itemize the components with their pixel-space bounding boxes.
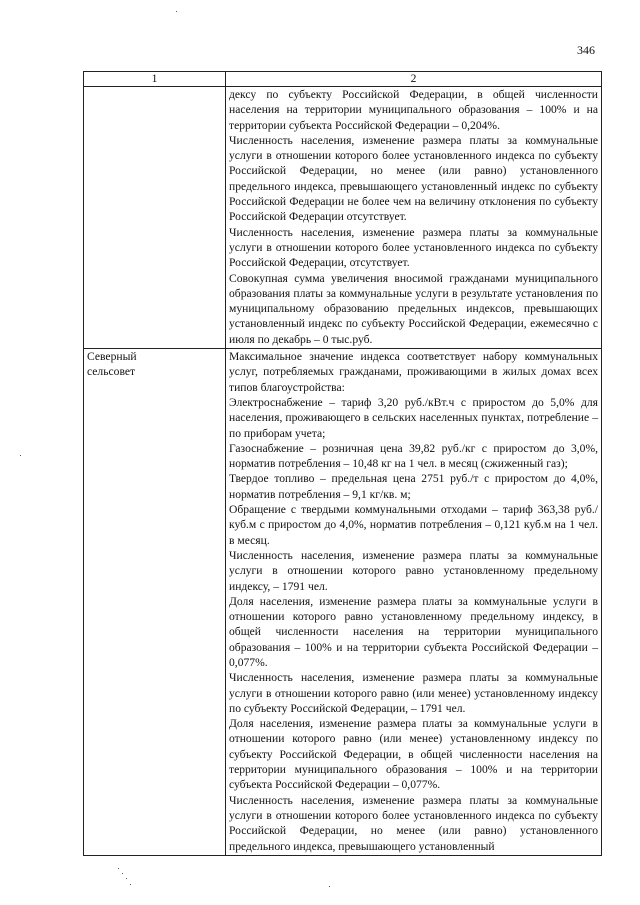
content-paragraph: Газоснабжение – розничная цена 39,82 руб./кг с приростом до 3,0%, норматив потребления – 10,48 кг на 1 чел. в месяц (сжиженный газ); bbox=[229, 441, 598, 471]
region-cell bbox=[84, 349, 226, 856]
table-row bbox=[84, 349, 602, 856]
page-number: 346 bbox=[577, 43, 595, 57]
content-paragraph: Численность населения, изменение размера платы за коммунальные услуги в отношении которого равно установленному предельному индексу, – 1791 чел. bbox=[229, 548, 598, 593]
content-paragraph: Численность населения, изменение размера платы за коммунальные услуги в отношении которого более установленного индекса по субъекту Российской Федерации, но менее (или равно) установленного предельного индекса, превышающего установленный bbox=[229, 793, 598, 853]
content-paragraph: Совокупная сумма увеличения вносимой гражданами муниципального образования платы за коммунальные услуги в результате установления по муниципальному образованию предельных индексов, превышающих установленный индекс по субъекту Российской Федерации, ежемесячно с июля по декабрь – 0 тыс.руб. bbox=[229, 271, 598, 346]
column-header-1: 1 bbox=[84, 72, 226, 87]
content-cell bbox=[226, 87, 602, 349]
content-paragraph: Твердое топливо – предельная цена 2751 руб./т с приростом до 4,0%, норматив потребления – 9,1 кг/кв. м; bbox=[229, 472, 598, 501]
region-label-line: Северный bbox=[87, 350, 137, 364]
content-cell bbox=[226, 349, 602, 856]
content-paragraph: Электроснабжение – тариф 3,20 руб./кВт.ч с приростом до 5,0% для населения, проживающего в сельских населенных пунктах, потребление – по приборам учета; bbox=[229, 395, 598, 440]
content-paragraph: Численность населения, изменение размера платы за коммунальные услуги в отношении которого более установленного индекса по субъекту Российской Федерации, отсутствует. bbox=[229, 225, 598, 270]
content-paragraph: Обращение с твердыми коммунальными отходами – тариф 363,38 руб./куб.м с приростом до 4,0%, норматив потребления – 0,121 куб.м на 1 чел. в месяц. bbox=[229, 503, 598, 547]
table-header-row bbox=[84, 72, 602, 87]
content-paragraph: дексу по субъекту Российской Федерации, в общей численности населения на территории муниципального образования – 100% и на территории субъекта Российской Федерации – 0,204%. bbox=[229, 88, 598, 132]
document-table bbox=[83, 71, 602, 856]
content-paragraph: Доля населения, изменение размера платы за коммунальные услуги в отношении которого равно установленному предельному индексу, в общей численности населения на территории муниципального образования – 100% и на территории субъекта Российской Федерации – 0,077%. bbox=[229, 594, 598, 669]
content-paragraph: Численность населения, изменение размера платы за коммунальные услуги в отношении которого равно (или менее) установленному индексу по субъекту Российской Федерации, – 1791 чел. bbox=[229, 671, 598, 715]
column-header-2: 2 bbox=[226, 72, 602, 87]
content-paragraph: Доля населения, изменение размера платы за коммунальные услуги в отношении которого равно (или менее) установленному индексу по субъекту Российской Федерации, в общей численности населения на территории муниципального образования – 100% и на территории субъекта Российской Федерации – 0,077%. bbox=[229, 717, 598, 792]
region-cell bbox=[84, 87, 226, 349]
content-paragraph: Численность населения, изменение размера платы за коммунальные услуги в отношении которого более установленного индекса по субъекту Российской Федерации, но менее (или равно) установленного предельного индекса, превышающего установленный индекс по субъекту Российской Федерации не более чем на величину отклонения по субъекту Российской Федерации отсутствует. bbox=[229, 133, 598, 224]
content-paragraph: Максимальное значение индекса соответствует набору коммунальных услуг, потребляемых гражданами, проживающими в жилых домах всех типов благоустройства: bbox=[229, 350, 598, 394]
table-row bbox=[84, 87, 602, 349]
region-label-line: сельсовет bbox=[87, 365, 136, 379]
